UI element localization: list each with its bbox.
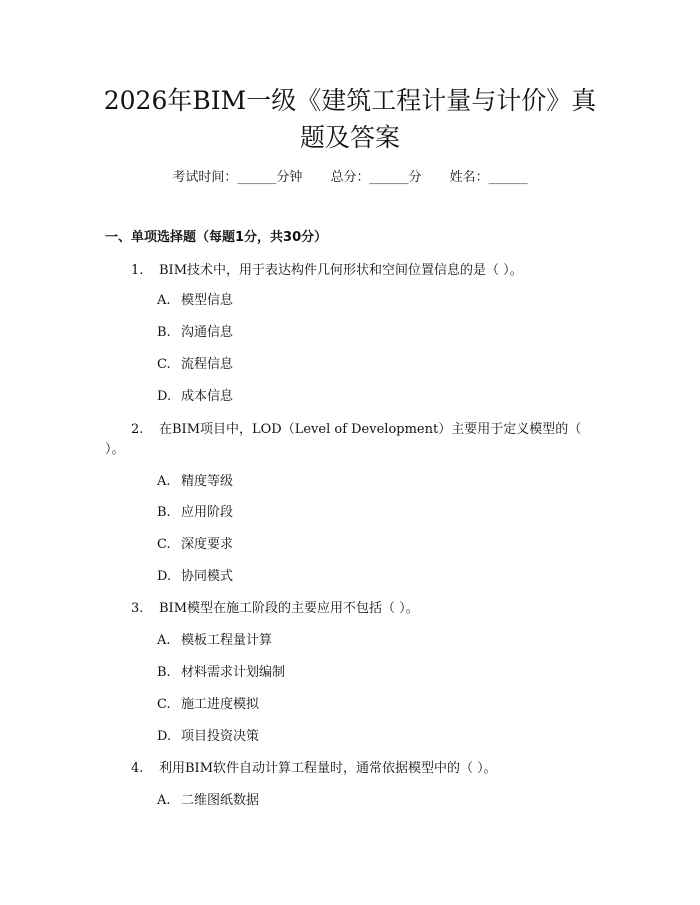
option-letter: D. <box>157 389 172 404</box>
option-letter: C. <box>157 357 171 372</box>
option-letter: A. <box>157 633 171 648</box>
option-text: 施工进度模拟 <box>181 697 260 712</box>
question-text: BIM模型在施工阶段的主要应用不包括（ ）。 <box>159 601 419 616</box>
option <box>157 727 259 747</box>
option-text: 精度等级 <box>181 474 234 489</box>
option <box>157 503 233 523</box>
option-letter: A. <box>157 293 171 308</box>
option <box>157 663 285 683</box>
question-text: 利用BIM软件自动计算工程量时，通常依据模型中的（ ）。 <box>159 761 497 776</box>
option-letter: D. <box>157 729 172 744</box>
question-number: 4. <box>131 761 144 776</box>
question-3 <box>105 599 585 619</box>
option-text: 深度要求 <box>181 537 234 552</box>
option <box>157 355 233 375</box>
option-text: 二维图纸数据 <box>181 793 260 808</box>
option <box>157 291 233 311</box>
option-letter: D. <box>157 569 172 584</box>
question-text: 在BIM项目中，LOD（Level of Development）主要用于定义模型的（ ）。 <box>105 422 582 457</box>
option-letter: B. <box>157 505 171 520</box>
option-text: 模型信息 <box>181 293 234 308</box>
question-4 <box>105 759 585 779</box>
question-1 <box>105 261 585 281</box>
option <box>157 387 233 407</box>
name-field: 姓名：______ <box>449 170 528 185</box>
exam-meta <box>0 168 700 188</box>
option <box>157 323 233 343</box>
option-letter: C. <box>157 537 171 552</box>
option-text: 模板工程量计算 <box>181 633 273 648</box>
question-number: 3. <box>131 601 144 616</box>
total-score-field: 总分：______分 <box>330 170 422 185</box>
document-title: 2026年BIM一级《建筑工程计量与计价》真题及答案 <box>103 86 597 152</box>
option-text: 项目投资决策 <box>181 729 260 744</box>
option-letter: B. <box>157 665 171 680</box>
question-2 <box>105 420 585 460</box>
option-text: 应用阶段 <box>181 505 234 520</box>
option-text: 沟通信息 <box>181 325 234 340</box>
option-letter: A. <box>157 474 171 489</box>
option <box>157 567 233 587</box>
option <box>157 695 259 715</box>
question-number: 2. <box>131 422 144 437</box>
option-letter: C. <box>157 697 171 712</box>
option-text: 流程信息 <box>181 357 234 372</box>
option <box>157 631 272 651</box>
question-number: 1. <box>131 263 144 278</box>
option-text: 材料需求计划编制 <box>181 665 286 680</box>
option-letter: B. <box>157 325 171 340</box>
option <box>157 535 233 555</box>
option-text: 成本信息 <box>181 389 234 404</box>
option <box>157 791 259 811</box>
exam-time-field: 考试时间：______分钟 <box>172 170 303 185</box>
option-letter: A. <box>157 793 171 808</box>
option <box>157 472 233 492</box>
section-heading: 一、单项选择题（每题1分，共30分） <box>105 230 328 245</box>
option-text: 协同模式 <box>181 569 234 584</box>
question-text: BIM技术中，用于表达构件几何形状和空间位置信息的是（ ）。 <box>159 263 523 278</box>
